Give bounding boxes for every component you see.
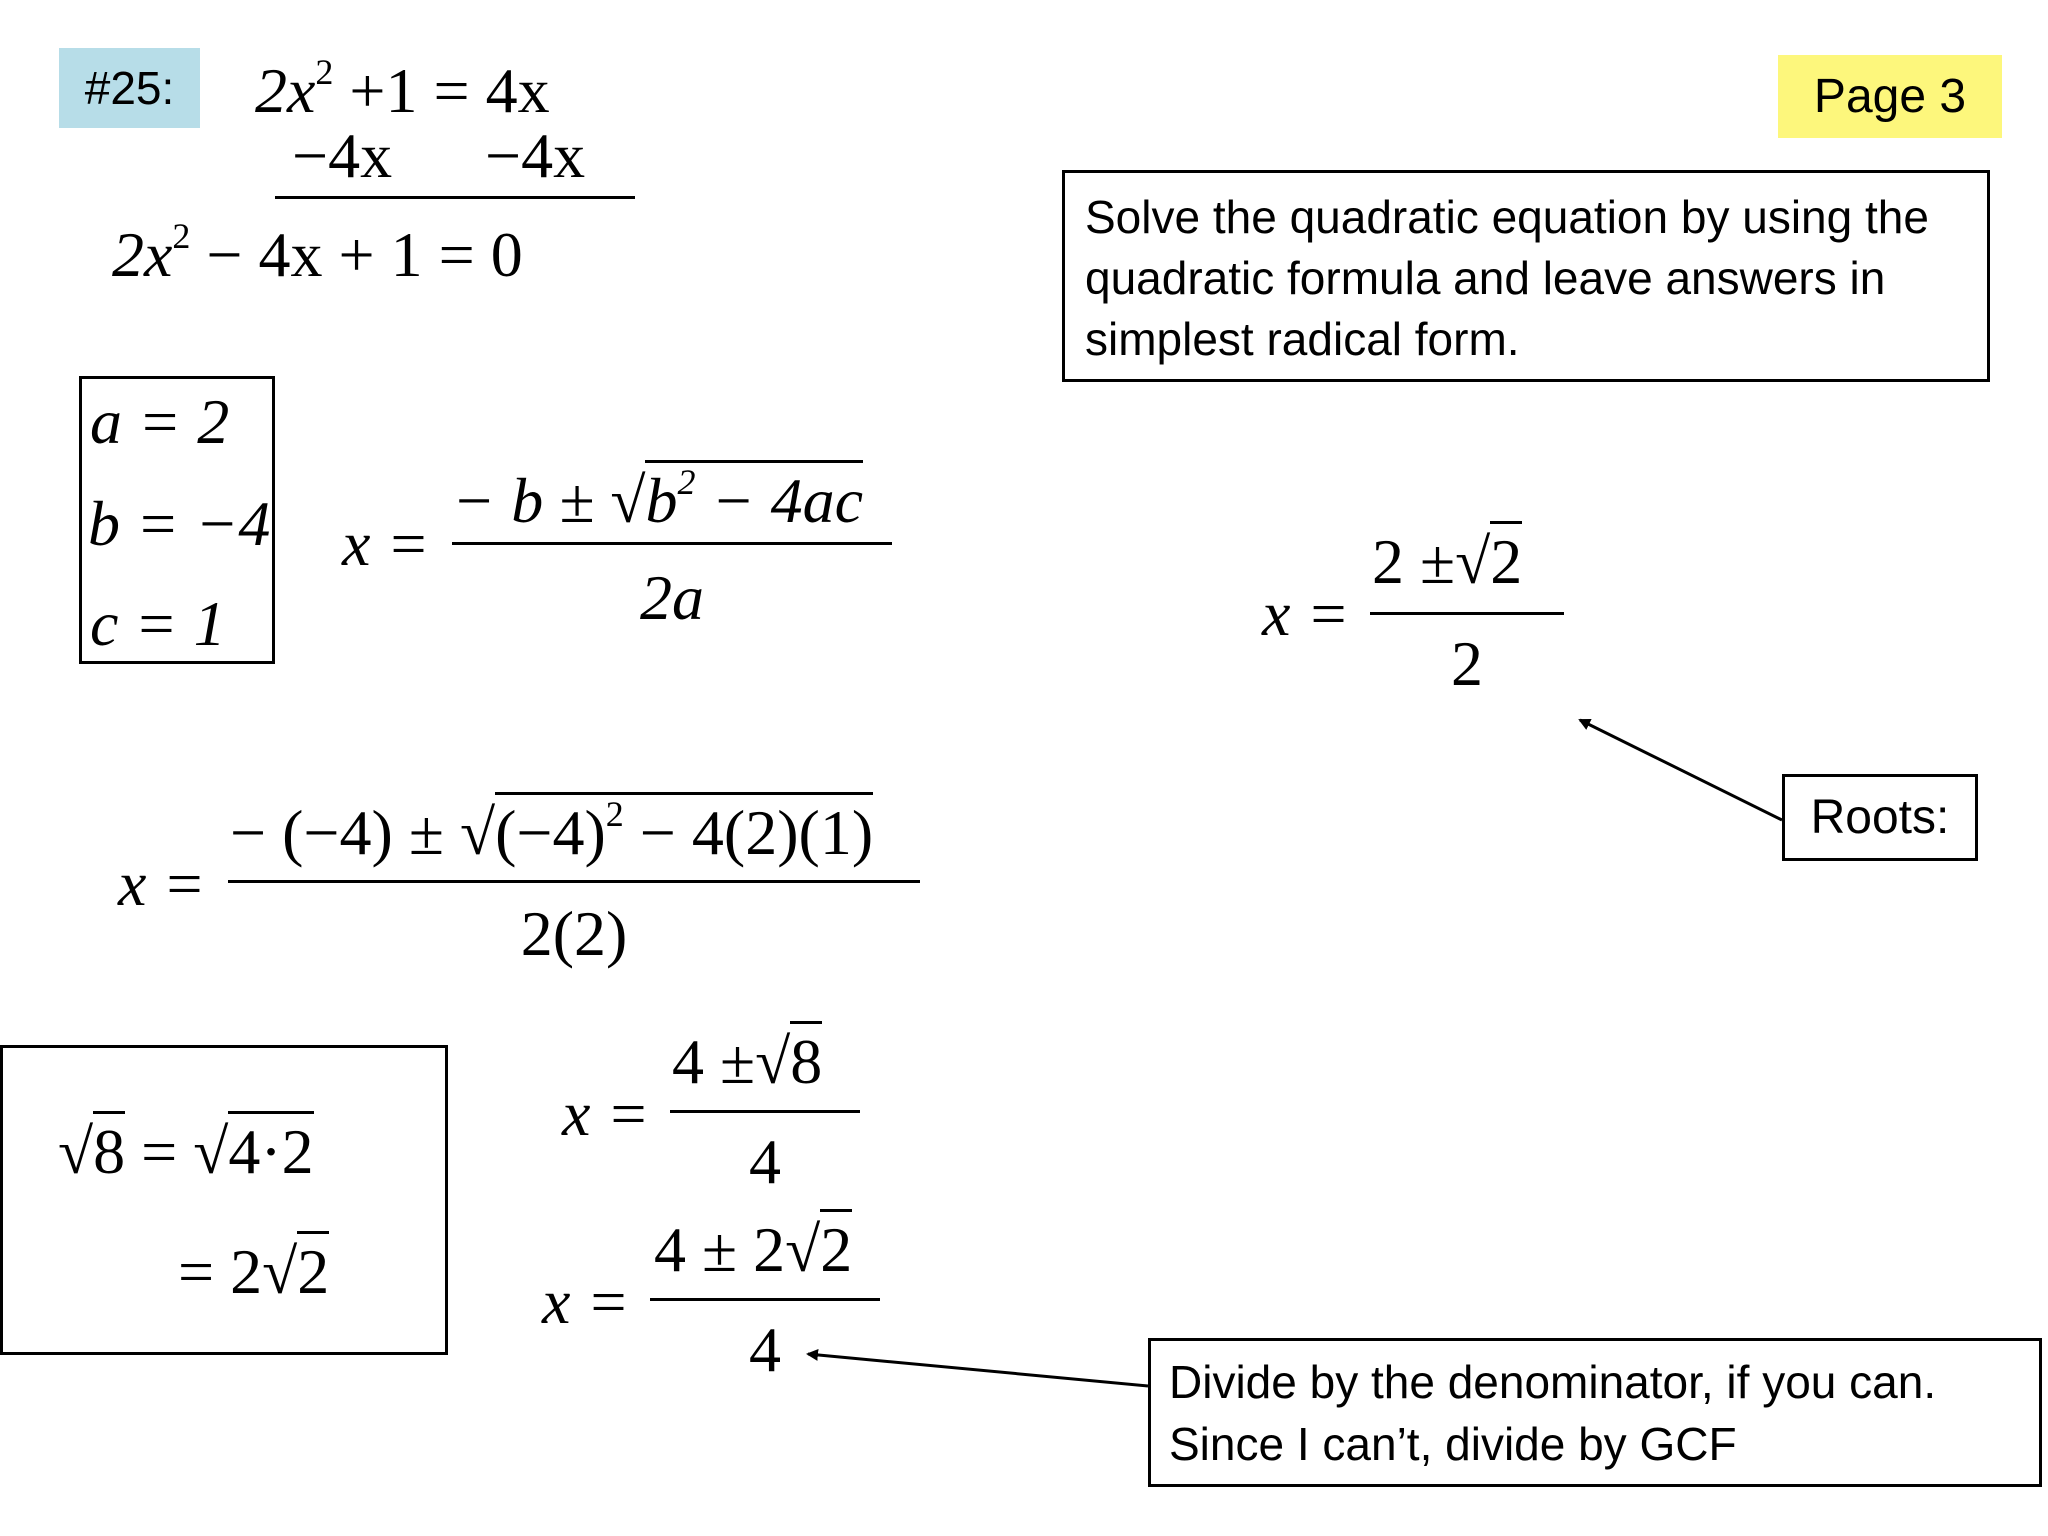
substitution-radicand-rest: − 4(2)(1) bbox=[623, 797, 874, 868]
standard-rest: − 4x + 1 = 0 bbox=[206, 219, 523, 290]
simplify-line2-radicand: 2 bbox=[297, 1231, 329, 1307]
roots-radicand: 2 bbox=[1490, 521, 1522, 597]
formula-num-prefix: − b ± bbox=[452, 465, 595, 536]
step-sqrt8-num-prefix: 4 ± bbox=[672, 1026, 756, 1097]
step-sqrt8-denominator: 4 bbox=[749, 1126, 781, 1197]
coefficient-c: c = 1 bbox=[90, 588, 226, 659]
simplify-equals: = bbox=[141, 1116, 178, 1187]
roots-num-prefix: 2 ± bbox=[1372, 526, 1456, 597]
sqrt-symbol: √ bbox=[610, 465, 646, 536]
sqrt-symbol: √ bbox=[1455, 526, 1491, 597]
formula-denominator: 2a bbox=[640, 562, 704, 633]
simplify-radicand-product: 4·2 bbox=[228, 1111, 313, 1187]
original-lhs: 2x bbox=[255, 55, 316, 126]
substitution-radicand-inner: (−4) bbox=[495, 797, 606, 868]
simplify-line2-prefix: = 2 bbox=[178, 1236, 263, 1307]
sqrt-symbol: √ bbox=[459, 797, 496, 868]
standard-exponent: 2 bbox=[172, 216, 191, 256]
problem-number-label: #25: bbox=[59, 48, 200, 128]
page-badge: Page 3 bbox=[1778, 55, 2002, 138]
roots-arrow bbox=[1580, 720, 1782, 820]
sqrt-symbol: √ bbox=[785, 1214, 821, 1285]
sqrt-symbol: √ bbox=[755, 1026, 791, 1097]
substitution-denominator: 2(2) bbox=[520, 898, 628, 969]
roots-label-box: Roots: bbox=[1782, 774, 1978, 861]
step-simplified-denominator: 4 bbox=[749, 1314, 781, 1385]
sqrt-symbol: √ bbox=[58, 1116, 94, 1187]
original-rest: +1 = 4x bbox=[349, 55, 550, 126]
formula-radicand-b: b bbox=[645, 465, 678, 536]
coefficient-a: a = 2 bbox=[90, 386, 230, 457]
subtract-right: −4x bbox=[485, 120, 586, 191]
original-exponent: 2 bbox=[315, 52, 334, 92]
coefficient-b: b = −4 bbox=[88, 488, 271, 559]
simplify-radicand-8: 8 bbox=[93, 1111, 125, 1187]
step-simplified-radicand: 2 bbox=[820, 1209, 852, 1285]
instruction-box: Solve the quadratic equation by using the quadratic formula and leave answers in simplest radical form. bbox=[1062, 170, 1990, 382]
roots-denominator: 2 bbox=[1451, 628, 1483, 699]
step-simplified-lhs: x = bbox=[542, 1266, 630, 1337]
roots-lhs: x = bbox=[1262, 578, 1350, 649]
divide-note-box: Divide by the denominator, if you can. Since I can’t, divide by GCF bbox=[1148, 1338, 2042, 1487]
standard-lhs: 2x bbox=[112, 219, 173, 290]
substitution-num-prefix: − (−4) ± bbox=[230, 797, 444, 868]
formula-radicand-rest: − 4ac bbox=[695, 465, 864, 536]
sqrt-symbol: √ bbox=[193, 1116, 229, 1187]
step-sqrt8-radicand: 8 bbox=[790, 1021, 822, 1097]
formula-lhs: x = bbox=[342, 508, 430, 579]
step-sqrt8-lhs: x = bbox=[562, 1078, 650, 1149]
divide-arrow bbox=[808, 1354, 1148, 1386]
substitution-lhs: x = bbox=[118, 848, 206, 919]
step-simplified-num-prefix: 4 ± 2 bbox=[654, 1214, 786, 1285]
substitution-radicand-exp: 2 bbox=[605, 794, 624, 834]
sqrt-symbol: √ bbox=[262, 1236, 298, 1307]
formula-radicand-exp: 2 bbox=[677, 462, 696, 502]
subtract-left: −4x bbox=[292, 120, 393, 191]
